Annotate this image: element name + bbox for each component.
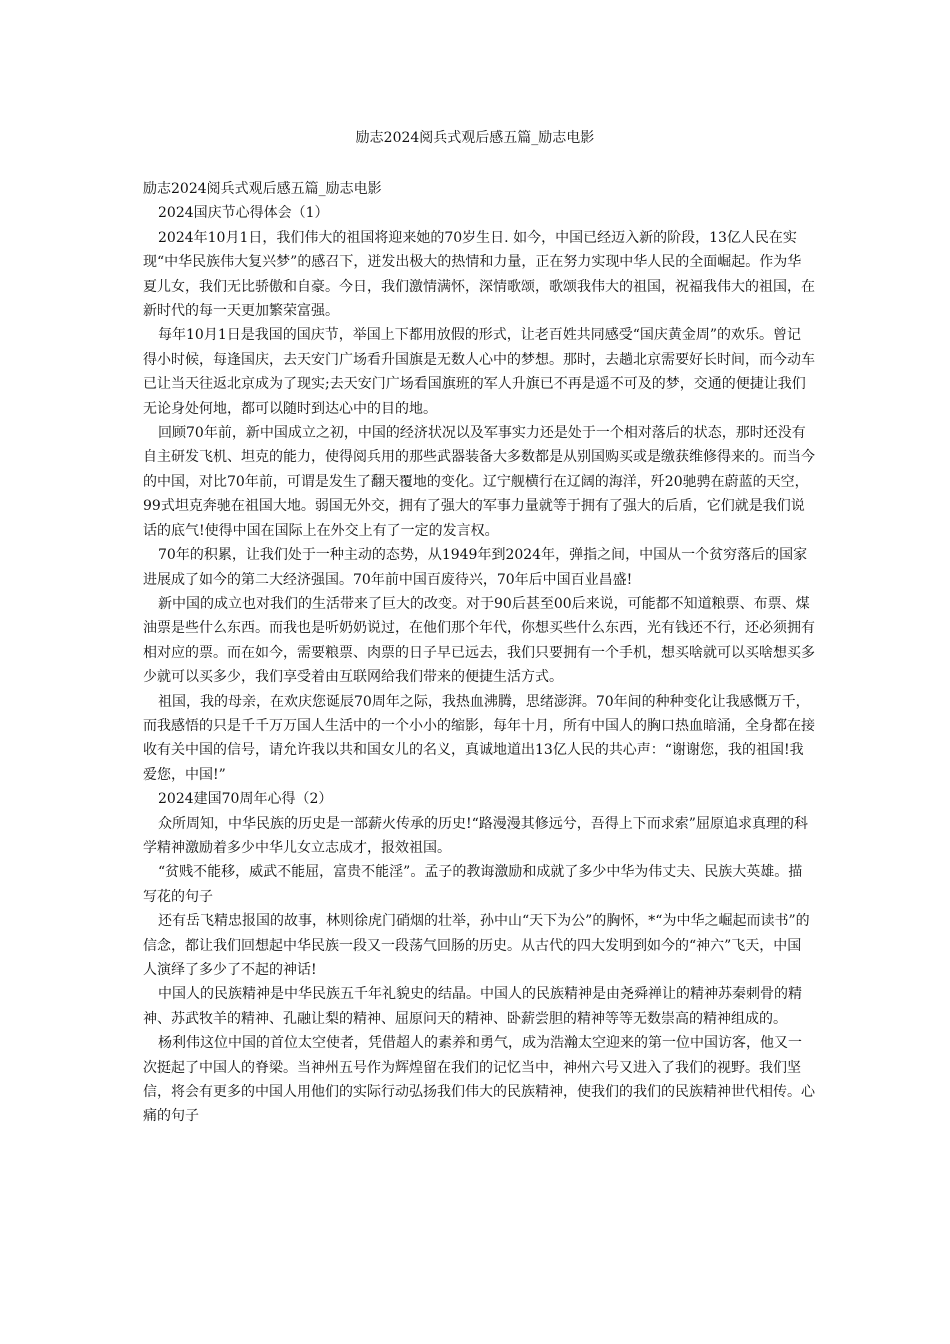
paragraph: 新中国的成立也对我们的生活带来了巨大的改变。对于90后甚至00后来说，可能都不知道粮票、布票、煤油票是些什么东西。而我也是听奶奶说过，在他们那个年代，你想买些什么东西，光有钱还不行，还必须拥有相对应的票。而在如今，需要粮票、肉票的日子早已远去，我们只要拥有一个手机，想买啥就可以买啥想买多少就可以买多少，我们享受着由互联网给我们带来的便捷生活方式。 xyxy=(143,595,815,686)
paragraph: 众所周知，中华民族的历史是一部薪火传承的历史!“路漫漫其修远兮，吾得上下而求索”屈原追求真理的科学精神激励着多少中华儿女立志成才，报效祖国。 xyxy=(143,815,808,856)
paragraph: 70年的积累，让我们处于一种主动的态势，从1949年到2024年，弹指之间，中国从一个贫穷落后的国家进展成了如今的第二大经济强国。70年前中国百废待兴，70年后中国百业昌盛! xyxy=(143,547,808,588)
document-body xyxy=(143,177,815,1129)
paragraph: 2024年10月1日，我们伟大的祖国将迎来她的70岁生日. 如今，中国已经迈入新的阶段，13亿人民在实现“中华民族伟大复兴梦”的感召下，迸发出极大的热情和力量，正在努力实现中华人民的全面崛起。作为华夏儿女，我们无比骄傲和自豪。今日，我们激情满怀，深情歌颂，歌颂我伟大的祖国，祝福我伟大的祖国，在新时代的每一天更加繁荣富强。 xyxy=(143,229,815,320)
section-heading: 2024建国70周年心得（2） xyxy=(158,791,333,808)
paragraph: 中国人的民族精神是中华民族五千年礼貌史的结晶。中国人的民族精神是由尧舜禅让的精神苏秦刺骨的精神、苏武牧羊的精神、孔融让梨的精神、屈原问天的精神、卧薪尝胆的精神等等无数崇高的精神组成的。 xyxy=(143,986,802,1027)
paragraph: 每年10月1日是我国的国庆节，举国上下都用放假的形式，让老百姓共同感受“国庆黄金周”的欢乐。曾记得小时候，每逢国庆，去天安门广场看升国旗是无数人心中的梦想。那时，去趟北京需要好长时间，而今动车已让当天往返北京成为了现实;去天安门广场看国旗班的军人升旗已不再是遥不可及的梦，交通的便捷让我们无论身处何地，都可以随时到达心中的目的地。 xyxy=(143,327,815,417)
paragraph: 杨利伟这位中国的首位太空使者，凭借超人的素养和勇气，成为浩瀚太空迎来的第一位中国访客，他又一次挺起了中国人的脊梁。当神州五号作为辉煌留在我们的记忆当中，神州六号又进入了我们的视野。我们坚信，将会有更多的中国人用他们的实际行动弘扬我们伟大的民族精神，使我们的我们的民族精神世代相传。心痛的句子 xyxy=(143,1035,815,1125)
paragraph: “贫贱不能移，威武不能屈，富贵不能淫”。孟子的教诲激励和成就了多少中华为伟丈夫、民族大英雄。描写花的句子 xyxy=(143,864,803,905)
paragraph: 祖国，我的母亲，在欢庆您诞辰70周年之际，我热血沸腾，思绪澎湃。70年间的种种变化让我感慨万千，而我感悟的只是千千万万国人生活中的一个小小的缩影，每年十月，所有中国人的胸口热血暗涌，全身都在接收有关中国的信号，请允许我以共和国女儿的名义，真诚地道出13亿人民的共心声：“谢谢您，我的祖国!我爱您，中国!” xyxy=(143,693,815,783)
paragraph: 励志2024阅兵式观后感五篇_励志电影 xyxy=(143,181,382,197)
document-title: 励志2024阅兵式观后感五篇_励志电影 xyxy=(355,130,595,146)
section-heading: 2024国庆节心得体会（1） xyxy=(158,205,329,222)
paragraph: 还有岳飞精忠报国的故事，林则徐虎门硝烟的壮举，孙中山“天下为公”的胸怀，*“为中华之崛起而读书”的信念，都让我们回想起中华民族一段又一段荡气回肠的历史。从古代的四大发明到如今的“神六”飞天，中国人演绎了多少了不起的神话! xyxy=(143,913,810,978)
paragraph: 回顾70年前，新中国成立之初，中国的经济状况以及军事实力还是处于一个相对落后的状态，那时还没有自主研发飞机、坦克的能力，使得阅兵用的那些武器装备大多数都是从别国购买或是缴获维修得来的。而当今的中国，对比70年前，可谓是发生了翻天覆地的变化。辽宁舰横行在辽阔的海洋，歼20驰骋在蔚蓝的天空，99式坦克奔驰在祖国大地。弱国无外交，拥有了强大的军事力量就等于拥有了强大的后盾，它们就是我们说话的底气!使得中国在国际上在外交上有了一定的发言权。 xyxy=(143,425,815,539)
